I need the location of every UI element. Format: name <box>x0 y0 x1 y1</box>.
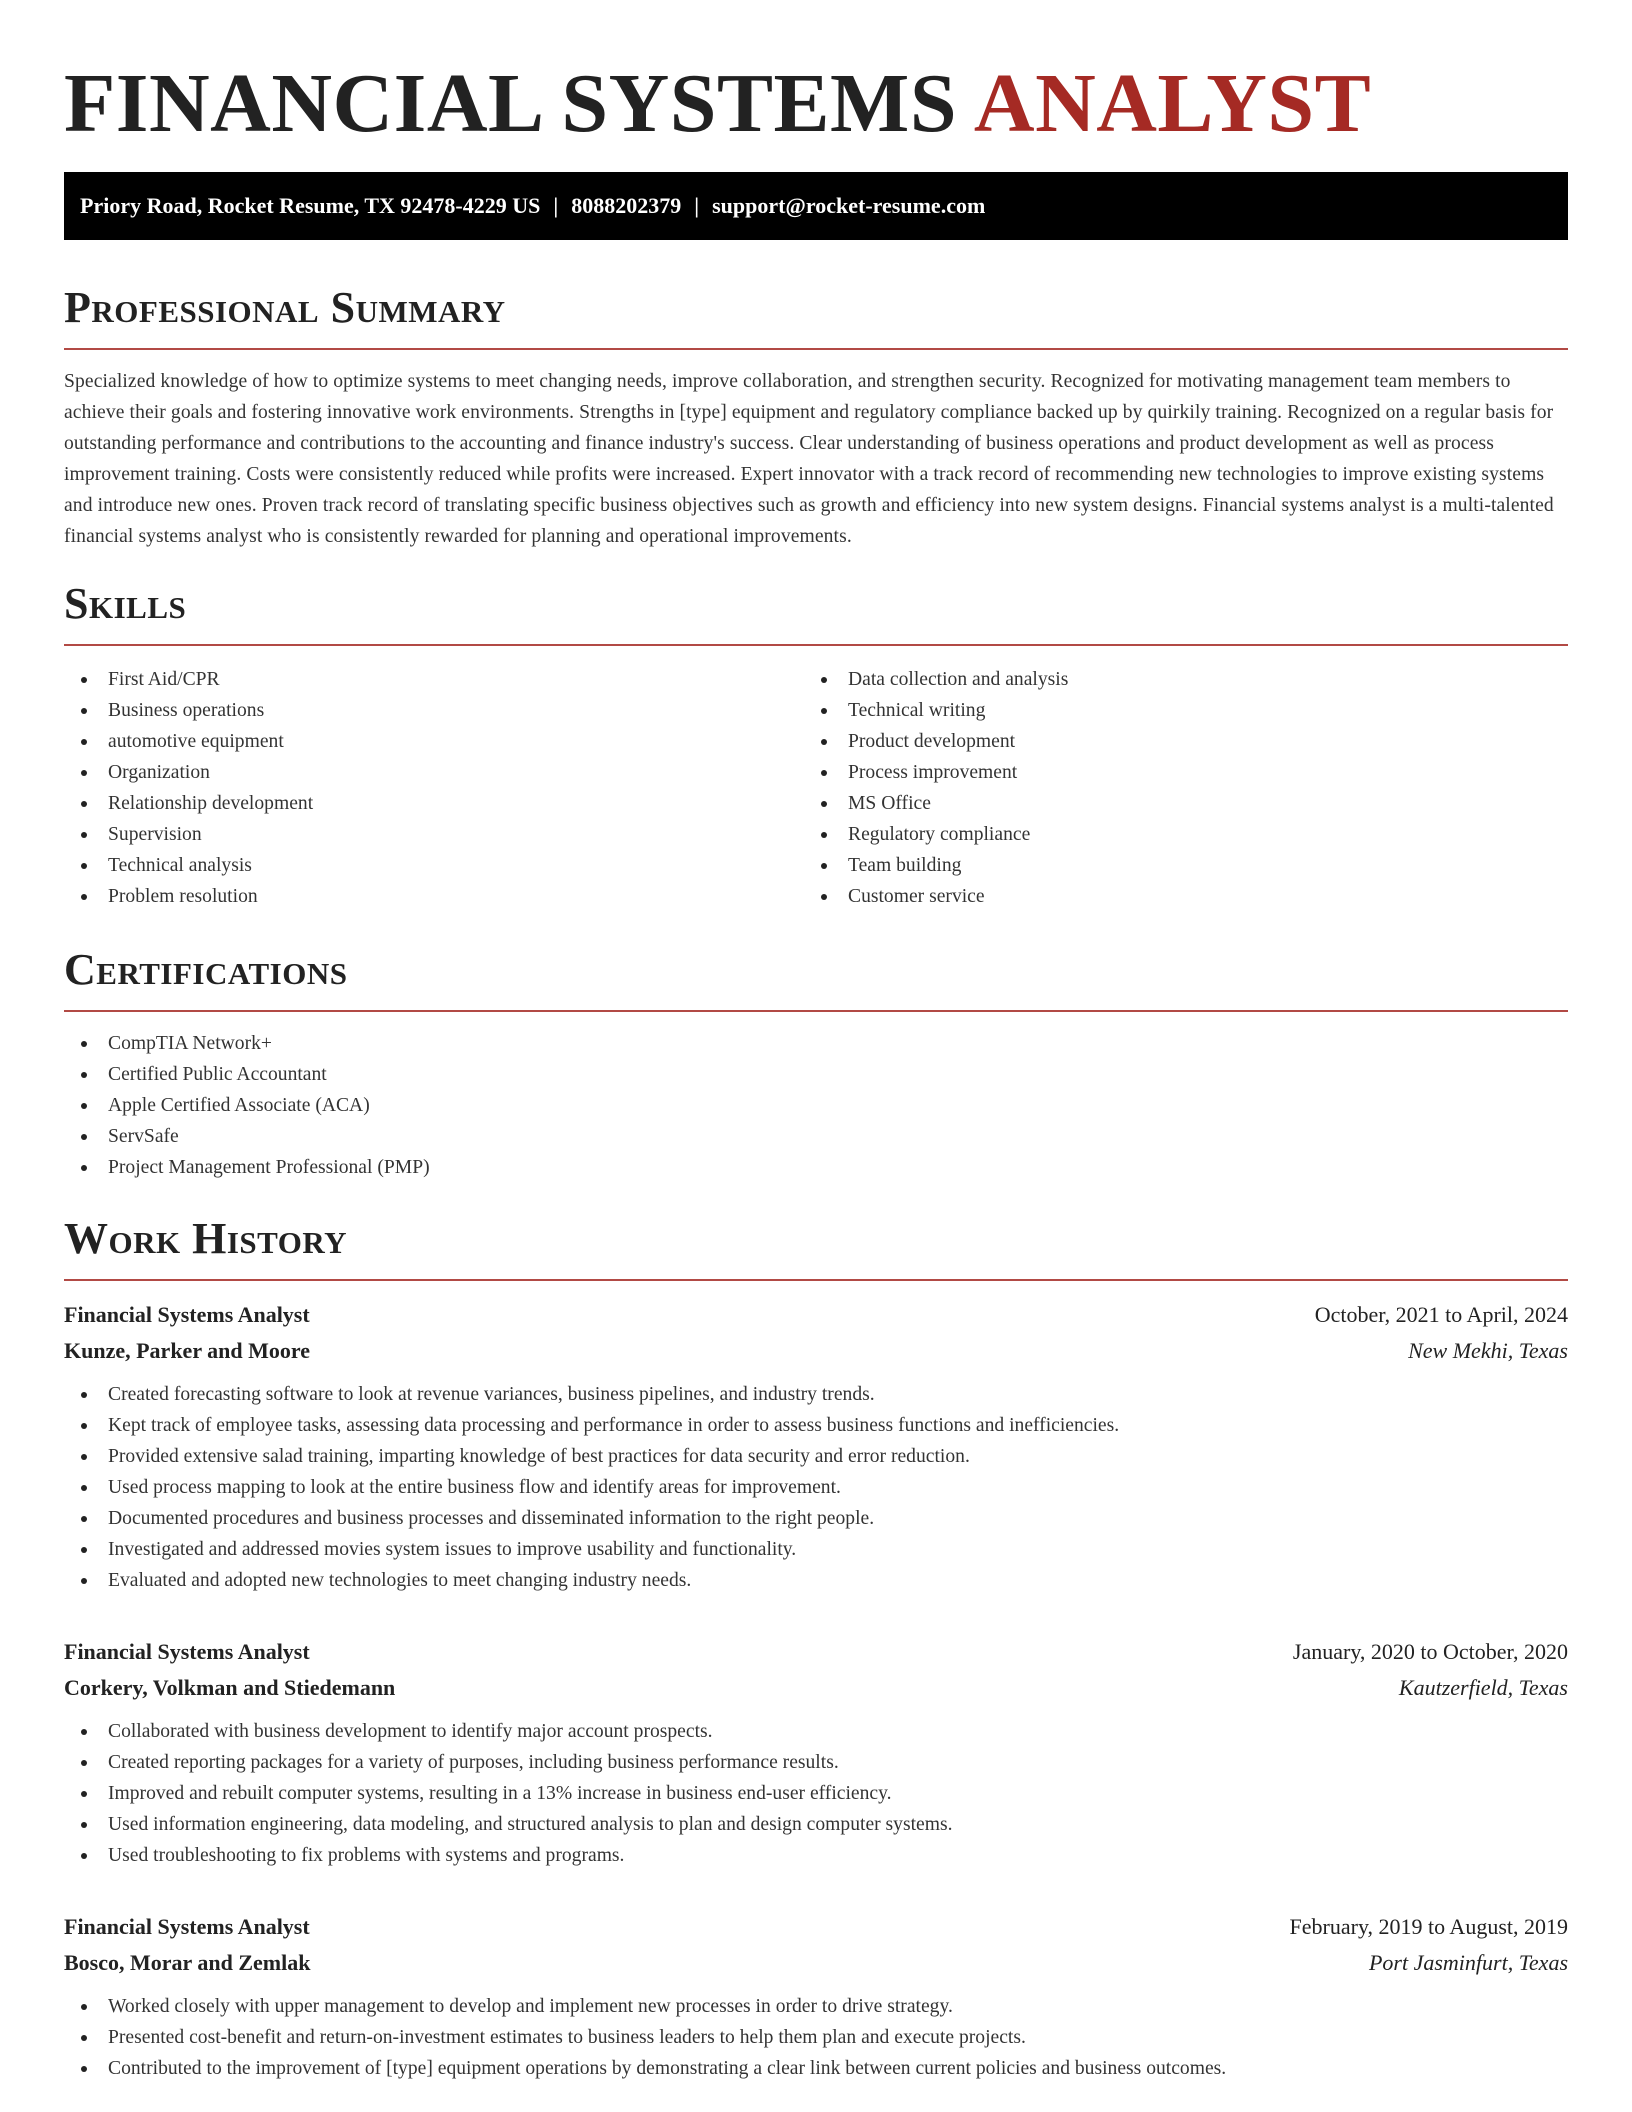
job-bullets <box>64 1991 1568 2084</box>
job-company: Kunze, Parker and Moore <box>64 1338 311 1363</box>
work-divider <box>64 1279 1568 1281</box>
skills-heading: Skills <box>64 579 187 628</box>
contact-address: Priory Road, Rocket Resume, TX 92478-4229 US <box>80 193 541 218</box>
list-item: Team building <box>804 850 1544 881</box>
job-bullets <box>64 1379 1568 1596</box>
certifications-list <box>64 1028 1568 1183</box>
list-item: Used troubleshooting to fix problems with systems and programs. <box>64 1840 1568 1871</box>
list-item: Technical analysis <box>64 850 804 881</box>
list-item: Customer service <box>804 881 1544 912</box>
list-item: Organization <box>64 757 804 788</box>
job-entry <box>64 1909 1568 2084</box>
list-item: Regulatory compliance <box>804 819 1544 850</box>
job-dates: October, 2021 to April, 2024 <box>1314 1302 1568 1327</box>
list-item: Collaborated with business development to identify major account prospects. <box>64 1716 1568 1747</box>
list-item: Evaluated and adopted new technologies to meet changing industry needs. <box>64 1565 1568 1596</box>
list-item: Provided extensive salad training, imparting knowledge of best practices for data security and error reduction. <box>64 1441 1568 1472</box>
contact-phone[interactable]: 8088202379 <box>571 193 682 218</box>
job-location: New Mekhi, Texas <box>1408 1338 1568 1363</box>
list-item: Documented procedures and business processes and disseminated information to the right people. <box>64 1503 1568 1534</box>
contact-separator: | <box>694 193 700 218</box>
job-header-row <box>64 1634 1568 1670</box>
list-item: Contributed to the improvement of [type] equipment operations by demonstrating a clear link between current policies and business outcomes. <box>64 2053 1568 2084</box>
list-item: Certified Public Accountant <box>64 1059 1568 1090</box>
list-item: Used information engineering, data modeling, and structured analysis to plan and design computer systems. <box>64 1809 1568 1840</box>
contact-separator: | <box>553 193 559 218</box>
skills-divider <box>64 644 1568 646</box>
summary-heading: Professional Summary <box>64 283 506 332</box>
summary-section <box>64 282 1568 552</box>
list-item: Kept track of employee tasks, assessing data processing and performance in order to assess business functions and inefficiencies. <box>64 1410 1568 1441</box>
certifications-heading: Certifications <box>64 945 348 994</box>
job-entry <box>64 1297 1568 1596</box>
job-title: Financial Systems Analyst <box>64 1639 310 1664</box>
list-item: Business operations <box>64 695 804 726</box>
list-item: Used process mapping to look at the entire business flow and identify areas for improvement. <box>64 1472 1568 1503</box>
summary-text: Specialized knowledge of how to optimize systems to meet changing needs, improve collaboration, and strengthen security. Recognized for motivating management team members to achieve their goals and fostering innovative work environments. Strengths in [type] equipment and regulatory compliance backed up by quirkily training. Recognized on a regular basis for outstanding performance and contributions to the accounting and finance industry's success. Clear understanding of business operations and product development as well as process improvement training. Costs were consistently reduced while profits were increased. Expert innovator with a track record of recommending new technologies to improve existing systems and introduce new ones. Proven track record of translating specific business objectives such as growth and efficiency into new system designs. Financial systems analyst is a multi-talented financial systems analyst who is consistently rewarded for planning and operational improvements. <box>64 371 1554 547</box>
skills-list-left <box>64 664 804 912</box>
job-header-row <box>64 1909 1568 1945</box>
job-location: Kautzerfield, Texas <box>1398 1675 1568 1700</box>
skills-columns <box>64 664 1568 912</box>
list-item: Supervision <box>64 819 804 850</box>
list-item: Improved and rebuilt computer systems, resulting in a 13% increase in business end-user efficiency. <box>64 1778 1568 1809</box>
job-title: Financial Systems Analyst <box>64 1914 310 1939</box>
contact-email[interactable]: support@rocket-resume.com <box>712 193 986 218</box>
skills-list-right <box>804 664 1544 912</box>
job-company: Bosco, Morar and Zemlak <box>64 1950 311 1975</box>
job-company-row <box>64 1670 1568 1706</box>
list-item: Presented cost-benefit and return-on-investment estimates to business leaders to help them plan and execute projects. <box>64 2022 1568 2053</box>
list-item: Investigated and addressed movies system issues to improve usability and functionality. <box>64 1534 1568 1565</box>
list-item: Created reporting packages for a variety of purposes, including business performance results. <box>64 1747 1568 1778</box>
name-accent: ANALYST <box>973 57 1372 150</box>
job-bullets <box>64 1716 1568 1871</box>
resume-name <box>64 0 1568 150</box>
job-dates: January, 2020 to October, 2020 <box>1292 1639 1568 1664</box>
job-title: Financial Systems Analyst <box>64 1302 310 1327</box>
skills-section <box>64 578 1568 912</box>
list-item: Data collection and analysis <box>804 664 1544 695</box>
work-section <box>64 1213 1568 2084</box>
list-item: Apple Certified Associate (ACA) <box>64 1090 1568 1121</box>
work-heading: Work History <box>64 1214 348 1263</box>
summary-divider <box>64 348 1568 350</box>
job-company-row <box>64 1945 1568 1981</box>
list-item: Process improvement <box>804 757 1544 788</box>
list-item: Created forecasting software to look at revenue variances, business pipelines, and industry trends. <box>64 1379 1568 1410</box>
certifications-divider <box>64 1010 1568 1012</box>
job-header-row <box>64 1297 1568 1333</box>
job-location: Port Jasminfurt, Texas <box>1368 1950 1568 1975</box>
list-item: Project Management Professional (PMP) <box>64 1152 1568 1183</box>
list-item: CompTIA Network+ <box>64 1028 1568 1059</box>
list-item: Problem resolution <box>64 881 804 912</box>
list-item: Technical writing <box>804 695 1544 726</box>
job-company: Corkery, Volkman and Stiedemann <box>64 1675 396 1700</box>
list-item: MS Office <box>804 788 1544 819</box>
list-item: Worked closely with upper management to develop and implement new processes in order to drive strategy. <box>64 1991 1568 2022</box>
list-item: First Aid/CPR <box>64 664 804 695</box>
job-company-row <box>64 1333 1568 1369</box>
work-history-list <box>64 1297 1568 2084</box>
list-item: ServSafe <box>64 1121 1568 1152</box>
job-dates: February, 2019 to August, 2019 <box>1289 1914 1568 1939</box>
job-entry <box>64 1634 1568 1871</box>
contact-bar <box>64 172 1568 240</box>
certifications-section <box>64 944 1568 1183</box>
name-main: FINANCIAL SYSTEMS <box>64 57 958 150</box>
list-item: Relationship development <box>64 788 804 819</box>
list-item: Product development <box>804 726 1544 757</box>
list-item: automotive equipment <box>64 726 804 757</box>
